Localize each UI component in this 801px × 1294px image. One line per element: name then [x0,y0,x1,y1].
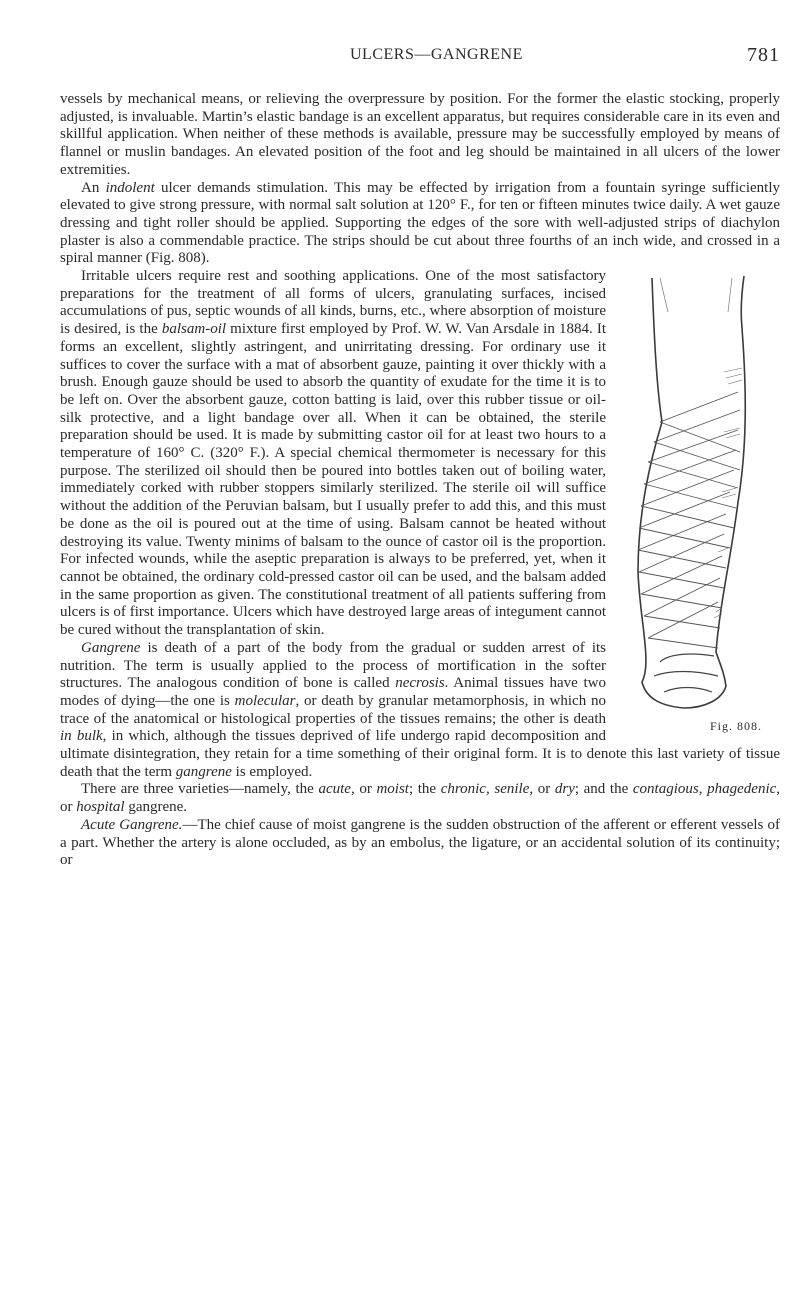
italic-text: acute [318,781,351,798]
text-run: , or [350,781,377,798]
italic-text: phagedenic [707,781,777,798]
paragraph [60,180,780,269]
text-run: ulcer demands stimulation. This may be effected by irrigation from a fountain syringe sufficiently elevated to give strong pressure, with normal salt solution at 120° F., for ten or fifteen minutes twice daily. A wet gauze dressing and tight roller should be applied. Supporting the edges of the sore with well-adjusted strips of diachylon plaster is also a commendable practice. The strips should be cut about three fourths of an inch wide, and crossed in a spiral manner (Fig. 808). [60,179,780,267]
text-run: ; and the [574,781,633,798]
italic-text: hospital [76,799,125,816]
figure-808 [620,272,780,737]
italic-text: moist [376,781,409,798]
text-run: , [485,781,495,798]
italic-text: dry [554,781,575,798]
paragraph [60,817,780,870]
text-run: , [698,781,708,798]
text-run: , or death by granular metamorphosis, in which no trace of the anatomical or histological properties of the tissues remains; the other is death [60,692,606,727]
italic-text: molecular [234,692,296,709]
text-run: gangrene. [124,799,188,816]
text-run: An [81,179,106,196]
text-run: . Animal tissues have two modes of dying—the one is [60,675,606,709]
body-text [60,91,780,870]
text-run: —The chief cause of moist gangrene is the sudden obstruction of the afferent or efferent vessels of a part. Whether the artery is alone occluded, as by an embolus, the ligature, or an accidental solution of its continuity; or [60,816,780,869]
paragraph [60,91,780,180]
page-number: 781 [747,44,780,66]
text-run: , in which, although the tissues deprived of life undergo rapid decomposition and ultimate disintegration, they retain for a time something of their original form. It is to denote this last variety of tissue death that the term [60,728,780,780]
italic-text: Gangrene [81,639,141,656]
italic-text: in bulk [60,728,103,745]
text-run: , or [60,781,781,816]
italic-text: senile [494,781,530,798]
text-run: vessels by mechanical means, or relieving the overpressure by position. For the former the elastic stocking, properly adjusted, is invaluable. Martin’s elastic bandage is an excellent apparatus, but requires considerable care in its even and skillful application. When neither of these methods is available, pressure may be successfully employed by means of flannel or muslin bandages. An elevated position of the foot and leg should be maintained in all ulcers of the lower extremities. [60,91,780,178]
text-run: is employed. [231,763,313,780]
text-run: There are three varieties—namely, the [81,781,319,798]
figure-caption: Fig. 808. [710,719,763,734]
italic-text: Acute Gangrene. [81,816,183,833]
italic-text: chronic [440,781,486,798]
italic-text: balsam-oil [161,321,227,338]
running-title: ULCERS—GANGRENE [350,46,523,63]
paragraph [60,781,780,816]
text-run: mixture first employed by Prof. W. W. Van Arsdale in 1884. It forms an excellent, slightly astringent, and unirritating dressing. For ordinary use it suffices to cover the surface with a mat of absorbent gauze, painting it over thickly with a brush. Enough gauze should be used to absorb the quantity of exudate for the time it is to be left on. Over the absorbent gauze, cotton batting is laid, over this rubber tissue or oil-silk protective, and a light bandage over all. When it can be obtained, the sterile preparation should be used. It is made by submitting castor oil for at least two hours to a temperature of 160° C. (320° F.). A special chemical thermometer is necessary for this purpose. The sterilized oil should then be poured into bottles taken out of boiling water, immediately corked with rubber stoppers similarly sterilized. The sterile oil will suffice without the addition of the Peruvian balsam, but I usually prefer to add this, and this must be done as the oil is poured out at the time of using. Balsam cannot be heated without destroying its value. Twenty minims of balsam to the ounce of castor oil is the proportion. For infected wounds, while the aseptic preparation is always to be preferred, yet, when it cannot be obtained, the ordinary cold-pressed castor oil can be used, and the balsam added in the same proportion as given. The constitutional treatment of all patients suffering from ulcers is of first importance. Ulcers which have destroyed large areas of integument cannot be cured without the transplantation of skin. [60,321,606,639]
running-head [60,46,780,70]
text-run: Irritable ulcers require rest and soothing applications. One of the most satisfactory preparations for the treatment of all forms of ulcers, granulating surfaces, incised accumulations of pus, septic wounds of all kinds, burns, etc., where absorption of moisture is desired, is the [60,268,606,338]
italic-text: indolent [105,179,155,196]
text-run: is death of a part of the body from the gradual or sudden arrest of its nutrition. The term is usually applied to the process of mortification in the softer structures. The analogous condition of bone is called [60,639,606,692]
text-run: , or [529,781,555,798]
italic-text: necrosis [395,675,445,692]
text-run: ; the [408,781,441,798]
italic-text: contagious [632,781,699,798]
bandaged-leg-icon [624,272,774,712]
italic-text: gangrene [175,763,232,780]
